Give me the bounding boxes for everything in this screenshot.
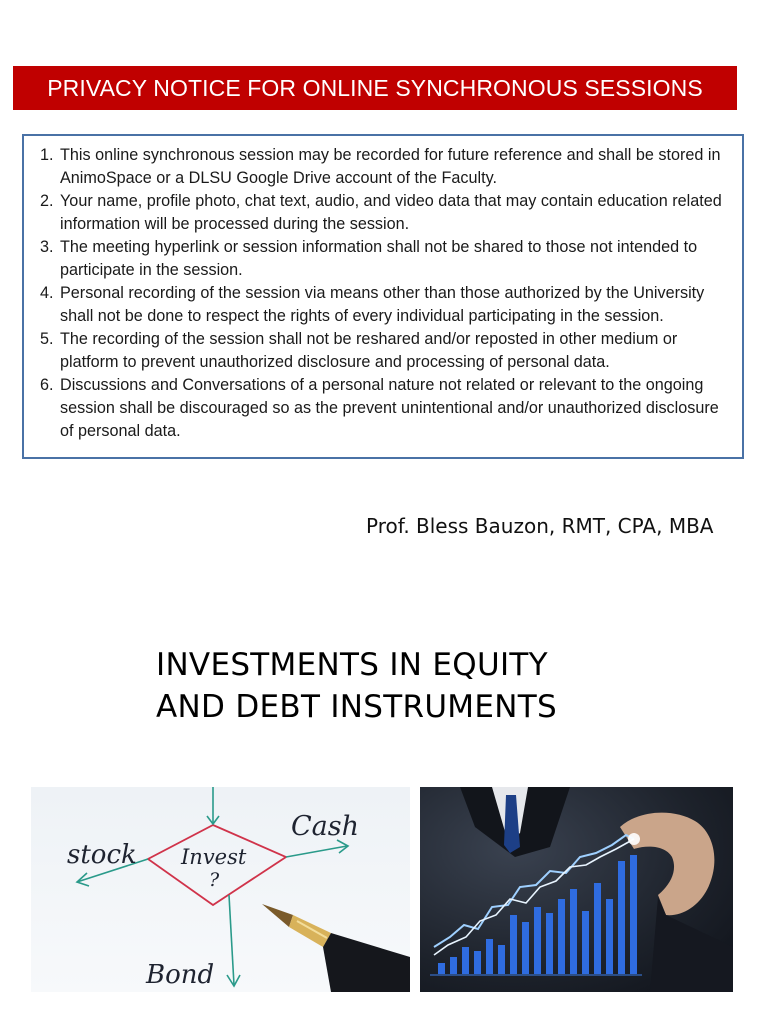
flowchart-drawing: [31, 787, 410, 992]
arrow-bottom: [229, 895, 234, 985]
chart-bar: [534, 907, 541, 974]
notice-item: 3. The meeting hyperlink or session information shall not be shared to those not intended to participate in the session.: [58, 236, 736, 282]
chart-bar: [582, 911, 589, 974]
author-name: Prof. Bless Bauzon, RMT, CPA, MBA: [366, 514, 714, 538]
document-title: [156, 644, 557, 728]
notice-item: 2. Your name, profile photo, chat text, audio, and video data that may contain education related information will be processed during the session.: [58, 190, 736, 236]
chart-bar: [462, 947, 469, 974]
privacy-notice-banner: PRIVACY NOTICE FOR ONLINE SYNCHRONOUS SESSIONS: [13, 66, 737, 110]
label-invest: Invest: [181, 845, 247, 869]
label-cash: Cash: [291, 811, 360, 842]
glow-point: [628, 833, 640, 845]
notice-item: 6. Discussions and Conversations of a personal nature not related or relevant to the ongoing session shall be discouraged so as the prevent unintentional and/or unauthorized disclosure of personal data.: [58, 374, 736, 443]
growth-chart-drawing: [420, 787, 733, 992]
chart-bar: [438, 963, 445, 974]
chart-bar: [558, 899, 565, 974]
chart-bar: [474, 951, 481, 974]
privacy-notice-box: [22, 134, 744, 459]
chart-bar: [486, 939, 493, 974]
privacy-notice-list: [24, 136, 742, 443]
chart-bar: [594, 883, 601, 974]
label-bond: Bond: [146, 960, 215, 990]
pen-nib: [262, 904, 293, 927]
growth-chart-image: [420, 787, 733, 992]
label-stock: stock: [67, 840, 137, 870]
notice-item: 5. The recording of the session shall not be reshared and/or reposted in other medium or platform to prevent unauthorized disclosure and processing of personal data.: [58, 328, 736, 374]
chart-bars: [438, 855, 637, 974]
label-question: ?: [209, 869, 220, 891]
notice-item: 1. This online synchronous session may be recorded for future reference and shall be stored in AnimoSpace or a DLSU Google Drive account of the Faculty.: [58, 144, 736, 190]
chart-bar: [522, 922, 529, 974]
chart-bar: [618, 861, 625, 974]
chart-bar: [510, 915, 517, 974]
chart-bar: [630, 855, 637, 974]
pen-body: [323, 933, 410, 992]
chart-bar: [498, 945, 505, 974]
sleeve: [650, 897, 733, 992]
title-line-1: INVESTMENTS IN EQUITY: [156, 647, 548, 683]
invest-flowchart-image: [31, 787, 410, 992]
chart-bar: [570, 889, 577, 974]
pen-band: [289, 915, 331, 947]
title-line-2: AND DEBT INSTRUMENTS: [156, 689, 557, 725]
arrow-right: [286, 846, 347, 857]
chart-bar: [546, 913, 553, 974]
notice-item: 4. Personal recording of the session via means other than those authorized by the University shall not be done to respect the rights of every individual participating in the session.: [58, 282, 736, 328]
chart-bar: [606, 899, 613, 974]
pen-illustration: [262, 904, 410, 992]
chart-bar: [450, 957, 457, 974]
